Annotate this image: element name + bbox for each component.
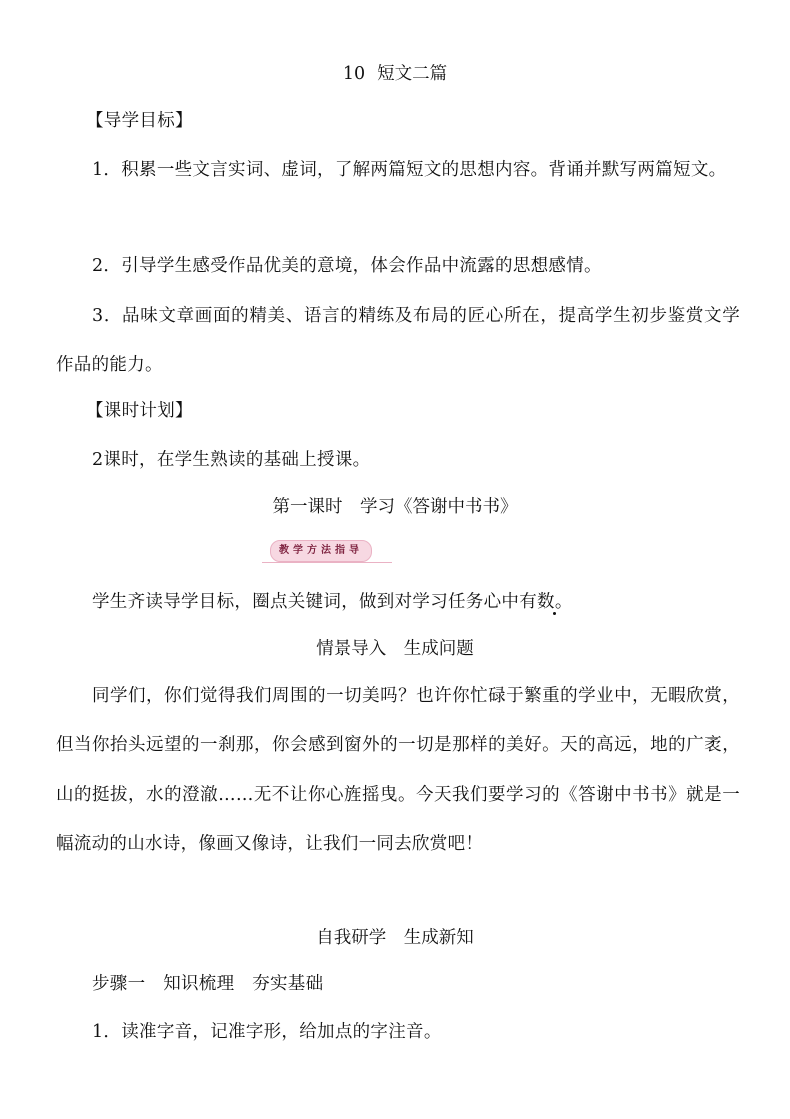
- intro-text: 同学们，你们觉得我们周围的一切美吗？也许你忙碌于繁重的学业中，无暇欣赏，但当你抬头远望的一刹那，你会感到窗外的一切是那样的美好。天的高远，地的广袤，山的挺拔，水的澄澈……无不让你心旌摇曳。今天我们要学习的《答谢中书书》就是一幅流动的山水诗，像画又像诗，让我们一同去欣赏吧！: [56, 686, 740, 855]
- self-study-heading: 自我研学 生成新知: [316, 928, 474, 948]
- lesson-title: 短文二篇: [377, 64, 448, 84]
- plan-heading: 【课时计划】: [86, 401, 193, 421]
- goal-2: 2．引导学生感受作品优美的意境，体会作品中流露的思想感情。: [92, 256, 602, 276]
- page-title: [0, 62, 790, 86]
- method-text-part-c: 数。: [537, 592, 573, 612]
- method-text-part-b: 导学目标，圈点关键词，做到对学习任务心中有: [163, 592, 538, 612]
- method-text-part-a: 学生齐读: [92, 592, 164, 612]
- step-1-item-1: 1．读准字音，记准字形，给加点的字注音。: [92, 1022, 442, 1042]
- lesson-1-title: 第一课时 学习《答谢中书书》: [272, 497, 518, 517]
- step-1-heading: 步骤一 知识梳理 夯实基础: [92, 974, 324, 994]
- intro-heading: 情景导入 生成问题: [316, 639, 474, 659]
- goal-1: 1．积累一些文言实词、虚词，了解两篇短文的思想内容。背诵并默写两篇短文。: [92, 160, 727, 180]
- method-tag-badge: 教学方法指导: [270, 540, 372, 562]
- goals-heading: 【导学目标】: [86, 111, 193, 131]
- plan-text: 2课时，在学生熟读的基础上授课。: [92, 450, 371, 470]
- lesson-number: 10: [342, 64, 366, 84]
- goal-3: 3．品味文章画面的精美、语言的精练及布局的匠心所在，提高学生初步鉴赏文学作品的能力。: [56, 306, 740, 376]
- method-text: [92, 590, 573, 614]
- method-tag-underline: [262, 562, 392, 563]
